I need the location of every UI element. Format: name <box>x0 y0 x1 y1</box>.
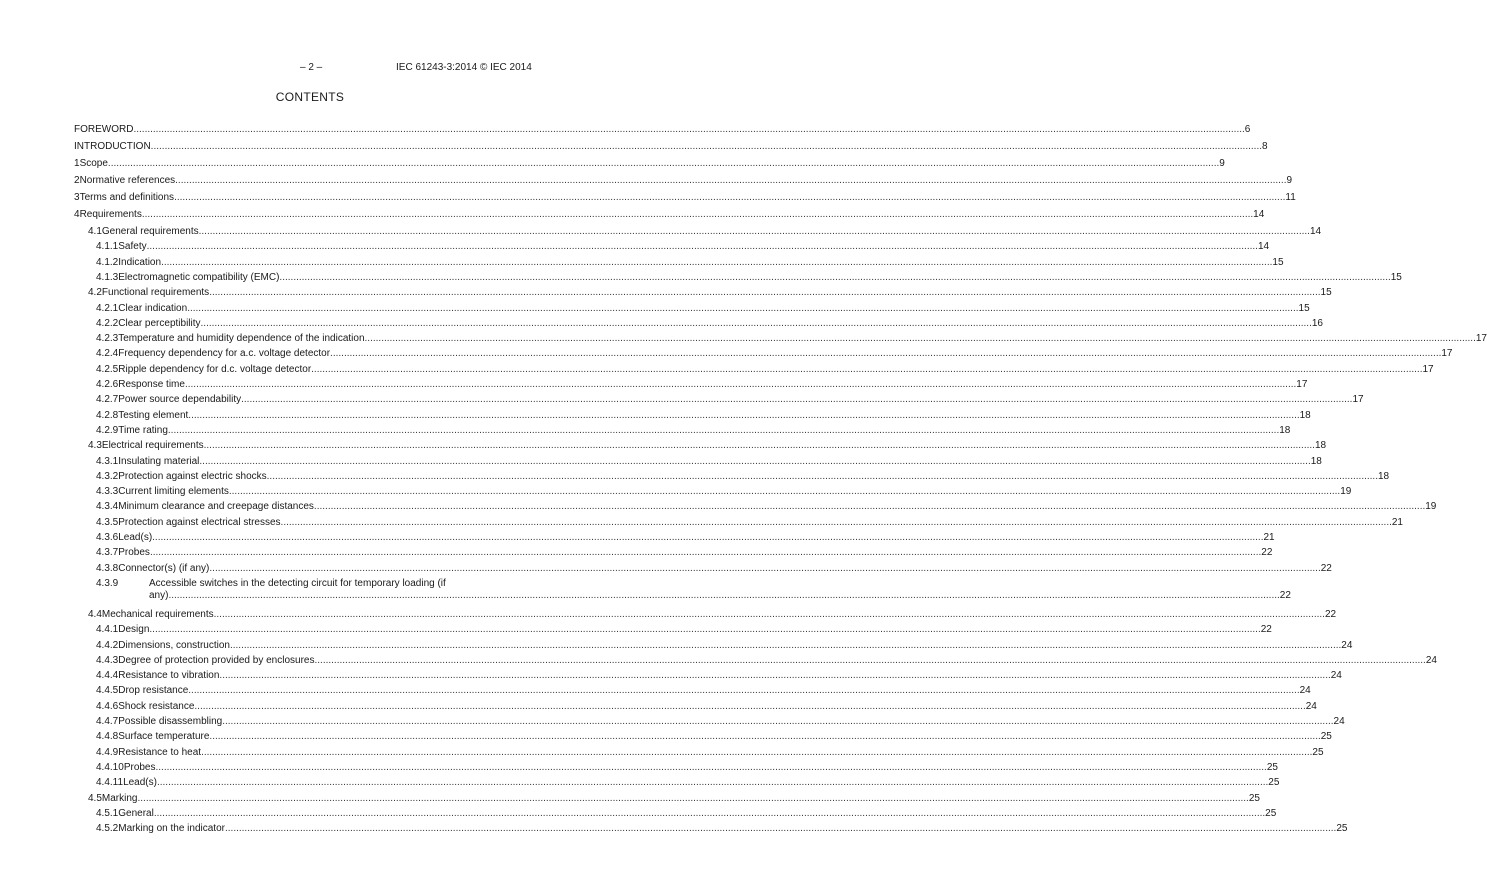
toc-entry[interactable] <box>74 173 1293 188</box>
dot-leader: ................................................................................................................................................................................................................................................................................................................................................................................................................ <box>150 141 1262 152</box>
toc-entry-label: Scope <box>79 158 108 169</box>
dot-leader: ................................................................................................................................................................................................................................................................................................................................................................................................................ <box>149 547 1262 559</box>
toc-entry-number: 4.3.5 <box>96 516 119 528</box>
dot-leader: ................................................................................................................................................................................................................................................................................................................................................................................................................ <box>198 226 1310 237</box>
toc-entry-label: Electromagnetic compatibility (EMC) <box>118 271 280 283</box>
toc-entry[interactable] <box>96 714 1345 729</box>
toc-entry-number: 4.3.9 <box>96 577 119 589</box>
dot-leader: ................................................................................................................................................................................................................................................................................................................................................................................................................ <box>209 731 1321 743</box>
toc-entry[interactable] <box>96 760 1278 775</box>
toc-entry[interactable] <box>96 683 1311 698</box>
toc-entry-number: 4.4.11 <box>96 777 124 789</box>
toc-entry-number: 4.2.5 <box>96 363 119 375</box>
toc-entry-number: 4.1 <box>88 226 102 237</box>
toc-entry-page: 22 <box>1320 562 1332 574</box>
dot-leader: ................................................................................................................................................................................................................................................................................................................................................................................................................ <box>200 317 1312 329</box>
toc-entry[interactable] <box>88 285 1332 300</box>
toc-entry-label: Accessible switches in the detecting circuit for temporary loading (if <box>149 577 446 589</box>
toc-entry[interactable] <box>96 362 1434 377</box>
toc-entry-page: 18 <box>1377 470 1390 482</box>
toc-entry-page: 9 <box>1219 158 1225 169</box>
toc-entry-label: Terms and definitions <box>79 192 175 203</box>
toc-entry-label: Safety <box>118 241 147 253</box>
toc-entry-number: 4.3.3 <box>96 486 119 498</box>
toc-entry-page: 17 <box>1296 379 1308 390</box>
toc-entry-page: 24 <box>1341 639 1353 651</box>
toc-entry[interactable] <box>96 821 1348 836</box>
toc-entry-label: Protection against electrical stresses <box>118 516 281 528</box>
toc-entry[interactable] <box>96 729 1332 744</box>
toc-entry-number: 4.4.1 <box>96 624 119 636</box>
dot-leader: ................................................................................................................................................................................................................................................................................................................................................................................................................ <box>137 792 1249 804</box>
toc-entry-page: 15 <box>1298 302 1310 314</box>
dot-leader: ................................................................................................................................................................................................................................................................................................................................................................................................................ <box>280 516 1392 528</box>
toc-entry-page: 17 <box>1441 348 1453 360</box>
toc-entry-page: 9 <box>1286 175 1293 186</box>
toc-entry[interactable] <box>96 408 1311 423</box>
toc-entry-label: Indication <box>118 256 162 268</box>
dot-leader: ................................................................................................................................................................................................................................................................................................................................................................................................................ <box>330 348 1442 360</box>
toc-entry[interactable] <box>74 122 1251 137</box>
toc-entry-label: Current limiting elements <box>118 486 229 498</box>
toc-entry-number: 4.2.6 <box>96 379 119 390</box>
toc-entry-label: Lead(s) <box>118 532 153 543</box>
dot-leader: ................................................................................................................................................................................................................................................................................................................................................................................................................ <box>224 823 1337 835</box>
toc-entry[interactable] <box>96 499 1437 514</box>
dot-leader: ................................................................................................................................................................................................................................................................................................................................................................................................................ <box>279 271 1391 283</box>
toc-entry[interactable] <box>74 190 1296 205</box>
dot-leader: ................................................................................................................................................................................................................................................................................................................................................................................................................ <box>222 716 1334 727</box>
toc-entry-number: 4.3 <box>88 440 102 452</box>
toc-entry-page: 15 <box>1390 271 1402 283</box>
toc-entry-label: Time rating <box>118 424 168 436</box>
toc-entry-label: Mechanical requirements <box>101 608 214 620</box>
toc-entry-number: 4.1.3 <box>96 271 119 283</box>
toc-entry-number: 4.3.1 <box>96 455 119 467</box>
toc-entry[interactable] <box>96 745 1324 760</box>
toc-entry[interactable] <box>96 545 1273 560</box>
toc-entry-number: 4.2.4 <box>96 348 119 360</box>
toc-entry[interactable] <box>96 806 1277 821</box>
toc-entry[interactable] <box>96 346 1453 361</box>
toc-entry-label: Dimensions, construction <box>118 639 230 651</box>
toc-entry[interactable] <box>96 423 1291 438</box>
toc-entry-label: Degree of protection provided by enclosures <box>118 654 315 666</box>
toc-entry-number: 4.3.8 <box>96 562 119 574</box>
toc-entry-label: Clear indication <box>118 302 188 314</box>
toc-entry-label: Power source dependability <box>118 394 242 406</box>
dot-leader: ................................................................................................................................................................................................................................................................................................................................................................................................................ <box>313 501 1426 513</box>
toc-entry[interactable] <box>96 515 1403 530</box>
toc-entry-number: 3 <box>74 192 80 203</box>
toc-entry-number: 4.3.7 <box>96 547 119 559</box>
toc-entry-page: 21 <box>1391 516 1403 528</box>
toc-entry-label: Ripple dependency for d.c. voltage detector <box>118 363 312 375</box>
toc-entry-label: Functional requirements <box>101 287 210 299</box>
dot-leader: ................................................................................................................................................................................................................................................................................................................................................................................................................ <box>194 700 1306 712</box>
toc-entry-label: Testing element <box>118 409 189 421</box>
toc-entry[interactable] <box>96 530 1275 545</box>
standard-reference: IEC 61243-3:2014 © IEC 2014 <box>396 62 532 73</box>
page-number: – 2 – <box>300 62 323 73</box>
toc-entry-number: 4.4.8 <box>96 731 119 743</box>
toc-entry-label: Design <box>118 624 150 636</box>
dot-leader: ................................................................................................................................................................................................................................................................................................................................................................................................................ <box>146 241 1258 253</box>
toc-entry-page: 25 <box>1268 777 1280 789</box>
toc-entry-number: 2 <box>74 175 80 186</box>
toc-entry-label: Shock resistance <box>118 700 195 712</box>
dot-leader: ................................................................................................................................................................................................................................................................................................................................................................................................................ <box>229 639 1342 651</box>
toc-entry-page: 19 <box>1340 486 1352 498</box>
toc-entry-number: 4.3.4 <box>96 501 119 513</box>
dot-leader: ................................................................................................................................................................................................................................................................................................................................................................................................................ <box>209 287 1321 299</box>
toc-entry[interactable] <box>96 469 1390 484</box>
toc-entry-page: 14 <box>1309 226 1322 237</box>
toc-entry-page: 25 <box>1336 823 1348 835</box>
toc-entry-page: 15 <box>1320 287 1332 299</box>
toc-entry[interactable] <box>96 668 1342 683</box>
toc-entry-label: Connector(s) (if any) <box>118 562 210 574</box>
toc-entry-label: Surface temperature <box>118 731 210 743</box>
toc-entry-page: 25 <box>1320 731 1332 743</box>
toc-entry-label: Resistance to vibration <box>118 670 220 682</box>
toc-entry-number: 4.2.2 <box>96 317 119 329</box>
toc-entry[interactable] <box>96 239 1270 254</box>
toc-entry[interactable] <box>74 156 1225 171</box>
dot-leader: ................................................................................................................................................................................................................................................................................................................................................................................................................ <box>167 424 1280 436</box>
dot-leader: ................................................................................................................................................................................................................................................................................................................................................................................................................ <box>311 363 1423 375</box>
toc-entry-number: 4.1.1 <box>96 241 119 253</box>
toc-entry-number: 4.4.5 <box>96 685 119 697</box>
dot-leader: ................................................................................................................................................................................................................................................................................................................................................................................................................ <box>155 761 1267 773</box>
toc-entry-number: 4.5.1 <box>96 807 119 819</box>
toc-entry-page: 24 <box>1305 700 1317 712</box>
toc-entry-page: 24 <box>1333 716 1345 727</box>
dot-leader: ................................................................................................................................................................................................................................................................................................................................................................................................................ <box>199 455 1311 467</box>
dot-leader: ................................................................................................................................................................................................................................................................................................................................................................................................................ <box>152 532 1264 543</box>
toc-entry-label: Normative references <box>79 175 176 186</box>
toc-entry[interactable] <box>74 207 1265 222</box>
toc-entry-label: Marking on the indicator <box>118 823 225 835</box>
dot-leader: ................................................................................................................................................................................................................................................................................................................................................................................................................ <box>228 486 1341 498</box>
toc-entry[interactable] <box>96 622 1272 637</box>
page-title: CONTENTS <box>275 90 345 104</box>
toc-entry-label: INTRODUCTION <box>74 141 151 152</box>
dot-leader: ................................................................................................................................................................................................................................................................................................................................................................................................................ <box>188 685 1300 697</box>
dot-leader: ................................................................................................................................................................................................................................................................................................................................................................................................................ <box>175 175 1287 186</box>
toc-entry[interactable] <box>96 454 1322 469</box>
toc-entry-number: 4.5 <box>88 792 102 804</box>
toc-entry[interactable] <box>96 377 1308 392</box>
toc-entry-label: Marking <box>101 792 138 804</box>
toc-entry-label: Response time <box>118 379 185 390</box>
toc-entry[interactable] <box>74 139 1268 154</box>
toc-entry-number: 4.2.7 <box>96 394 119 406</box>
dot-leader: ................................................................................................................................................................................................................................................................................................................................................................................................................ <box>174 192 1286 203</box>
dot-leader: ................................................................................................................................................................................................................................................................................................................................................................................................................ <box>149 624 1261 636</box>
dot-leader: ................................................................................................................................................................................................................................................................................................................................................................................................................ <box>314 654 1426 666</box>
toc-entry-label: General <box>118 807 154 819</box>
toc-entry-label: Probes <box>118 547 150 559</box>
dot-leader: ................................................................................................................................................................................................................................................................................................................................................................................................................ <box>107 158 1220 169</box>
toc-entry-page: 25 <box>1266 761 1278 773</box>
toc-entry-page: 8 <box>1262 141 1268 152</box>
dot-leader: ................................................................................................................................................................................................................................................................................................................................................................................................................ <box>184 379 1297 390</box>
toc-entry-page: 16 <box>1311 317 1323 329</box>
toc-entry-number: 4.2.8 <box>96 409 119 421</box>
toc-entry[interactable] <box>96 561 1332 576</box>
dot-leader: ................................................................................................................................................................................................................................................................................................................................................................................................................ <box>141 209 1254 220</box>
toc-entry-label: Insulating material <box>118 455 200 467</box>
toc-entry-label: Frequency dependency for a.c. voltage detector <box>118 348 331 360</box>
dot-leader: ................................................................................................................................................................................................................................................................................................................................................................................................................ <box>213 608 1325 620</box>
toc-entry-continuation[interactable] <box>149 588 1291 603</box>
dot-leader: ................................................................................................................................................................................................................................................................................................................................................................................................................ <box>364 333 1476 345</box>
toc-entry-number: 4.4.6 <box>96 700 119 712</box>
toc-entry-page: 25 <box>1312 746 1324 758</box>
toc-entry[interactable] <box>96 699 1317 714</box>
toc-entry-page: 22 <box>1324 608 1337 620</box>
toc-entry[interactable] <box>88 224 1322 239</box>
toc-entry-page: 17 <box>1352 394 1364 406</box>
toc-entry-label: Protection against electric shocks <box>118 470 267 482</box>
toc-entry-label: Electrical requirements <box>101 440 204 452</box>
toc-entry[interactable] <box>96 270 1402 285</box>
toc-entry-number: 4.1.2 <box>96 256 119 268</box>
toc-entry-page: 25 <box>1248 792 1260 804</box>
toc-entry-number: 4.4.7 <box>96 716 119 727</box>
toc-entry-page: 19 <box>1425 501 1437 513</box>
toc-entry-number: 4.5.2 <box>96 823 119 835</box>
toc-entry-label: FOREWORD <box>74 124 134 135</box>
toc-entry-number: 4.4.10 <box>96 761 124 773</box>
toc-entry-number: 4.4.3 <box>96 654 119 666</box>
toc-entry[interactable] <box>88 791 1260 806</box>
toc-entry[interactable] <box>96 331 1487 346</box>
toc-entry[interactable] <box>96 255 1284 270</box>
toc-entry-label: Clear perceptibility <box>118 317 201 329</box>
toc-entry-page: 15 <box>1272 256 1284 268</box>
toc-entry[interactable] <box>88 438 1327 453</box>
toc-entry-label: Temperature and humidity dependence of the indication <box>118 333 365 345</box>
toc-entry-label-continued: any) <box>149 589 169 601</box>
toc-entry[interactable] <box>96 301 1310 316</box>
toc-entry-number: 4.3.2 <box>96 470 119 482</box>
toc-entry-page: 21 <box>1263 532 1275 543</box>
dot-leader: ................................................................................................................................................................................................................................................................................................................................................................................................................ <box>133 124 1245 135</box>
dot-leader: ................................................................................................................................................................................................................................................................................................................................................................................................................ <box>188 409 1300 421</box>
toc-entry-label: Possible disassembling <box>118 716 223 727</box>
dot-leader: ................................................................................................................................................................................................................................................................................................................................................................................................................ <box>203 440 1315 452</box>
toc-entry-page: 17 <box>1475 333 1487 345</box>
toc-entry-number: 4.2 <box>88 287 102 299</box>
toc-entry-number: 4.4 <box>88 608 102 620</box>
toc-entry[interactable] <box>96 392 1364 407</box>
toc-entry[interactable] <box>96 316 1323 331</box>
dot-leader: ................................................................................................................................................................................................................................................................................................................................................................................................................ <box>241 394 1353 406</box>
toc-entry-page: 22 <box>1279 589 1291 601</box>
toc-entry-page: 18 <box>1299 409 1311 421</box>
toc-entry-number: 1 <box>74 158 80 169</box>
toc-entry-page: 18 <box>1310 455 1322 467</box>
dot-leader: ................................................................................................................................................................................................................................................................................................................................................................................................................ <box>266 470 1378 482</box>
toc-entry-page: 24 <box>1425 654 1437 666</box>
toc-entry-page: 6 <box>1244 124 1251 135</box>
toc-entry-number: 4.4.9 <box>96 746 119 758</box>
toc-entry[interactable] <box>96 638 1353 653</box>
toc-entry-label: Minimum clearance and creepage distances <box>118 501 314 513</box>
toc-entry-label: Requirements <box>79 209 142 220</box>
toc-entry-page: 25 <box>1265 807 1277 819</box>
toc-entry-page: 18 <box>1314 440 1327 452</box>
toc-entry[interactable] <box>96 775 1280 790</box>
toc-entry-page: 14 <box>1253 209 1265 220</box>
toc-entry-page: 11 <box>1285 192 1296 203</box>
toc-entry[interactable] <box>96 653 1437 668</box>
toc-entry-label: Resistance to heat <box>118 746 202 758</box>
dot-leader: ................................................................................................................................................................................................................................................................................................................................................................................................................ <box>156 777 1269 789</box>
toc-entry-label: Lead(s) <box>123 777 157 789</box>
toc-entry-page: 24 <box>1299 685 1311 697</box>
toc-entry-number: 4.2.3 <box>96 333 119 345</box>
toc-entry[interactable] <box>88 607 1337 622</box>
toc-entry-page: 22 <box>1260 624 1272 636</box>
dot-leader: ................................................................................................................................................................................................................................................................................................................................................................................................................ <box>187 302 1299 314</box>
dot-leader: ................................................................................................................................................................................................................................................................................................................................................................................................................ <box>209 562 1321 574</box>
toc-entry-number: 4.2.1 <box>96 302 119 314</box>
dot-leader: ................................................................................................................................................................................................................................................................................................................................................................................................................ <box>219 670 1331 682</box>
toc-entry-page: 17 <box>1422 363 1434 375</box>
toc-entry-number: 4.4.4 <box>96 670 119 682</box>
dot-leader: ................................................................................................................................................................................................................................................................................................................................................................................................................ <box>168 589 1280 601</box>
toc-entry-page: 18 <box>1279 424 1291 436</box>
toc-entry[interactable] <box>96 484 1352 499</box>
toc-entry-number: 4.4.2 <box>96 639 119 651</box>
dot-leader: ................................................................................................................................................................................................................................................................................................................................................................................................................ <box>161 256 1273 268</box>
toc-entry-label: Probes <box>123 761 156 773</box>
toc-entry-label: Drop resistance <box>118 685 189 697</box>
toc-entry-number: 4.2.9 <box>96 424 119 436</box>
toc-entry-page: 14 <box>1257 241 1270 253</box>
dot-leader: ................................................................................................................................................................................................................................................................................................................................................................................................................ <box>201 746 1313 758</box>
toc-entry-page: 24 <box>1330 670 1342 682</box>
dot-leader: ................................................................................................................................................................................................................................................................................................................................................................................................................ <box>153 807 1266 819</box>
toc-entry-number: 4.3.6 <box>96 532 119 543</box>
toc-entry-number: 4 <box>74 209 80 220</box>
toc-entry-label: General requirements <box>101 226 199 237</box>
toc-entry-page: 22 <box>1261 547 1273 559</box>
